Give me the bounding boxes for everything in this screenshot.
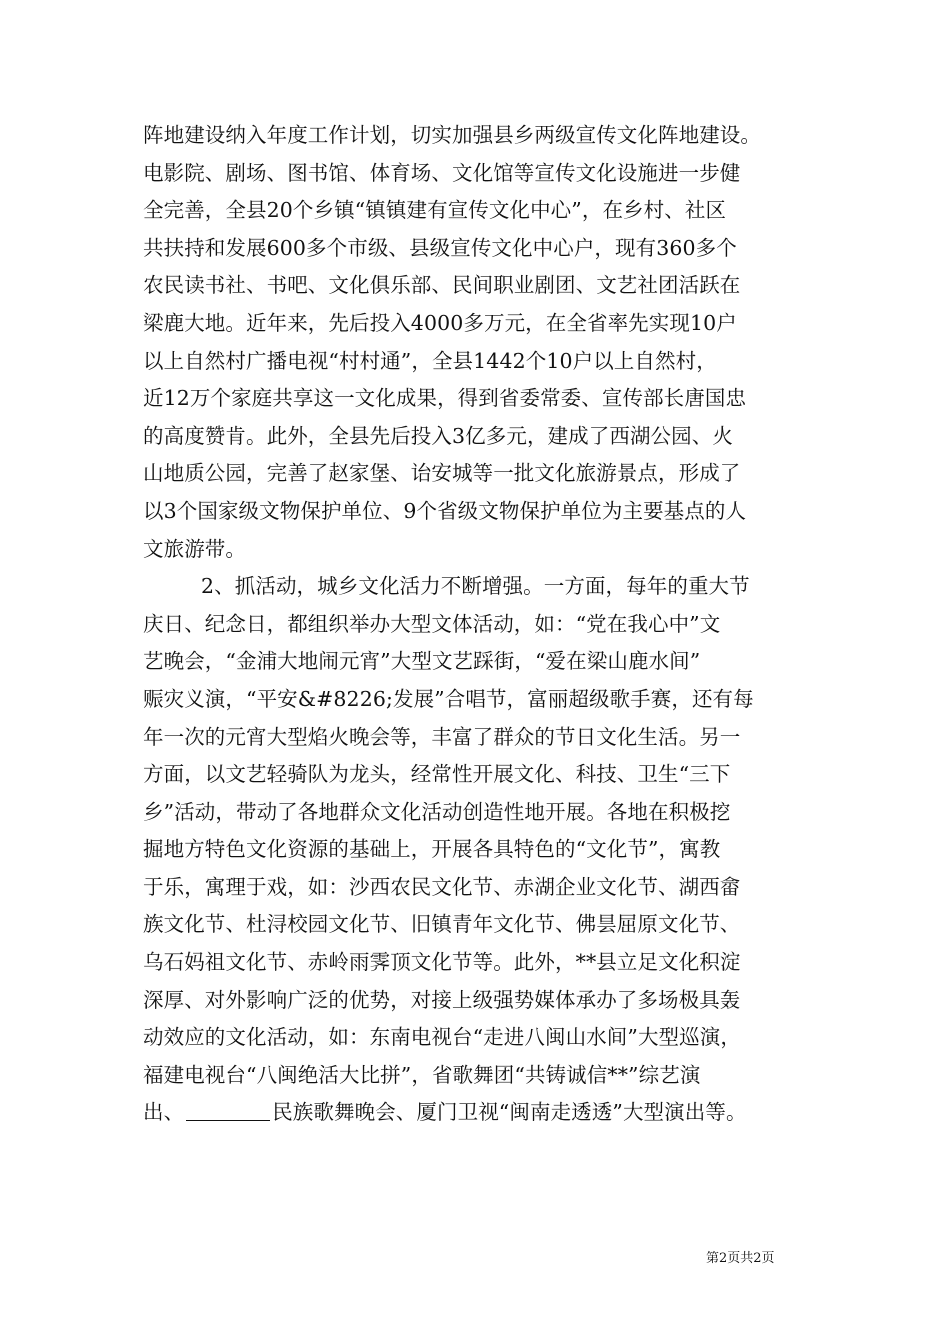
fill-in-blank bbox=[186, 1098, 270, 1121]
text-line: 农民读书社、书吧、文化俱乐部、民间职业剧团、文艺社团活跃在 bbox=[143, 273, 741, 298]
text-line: 共扶持和发展600多个市级、县级宣传文化中心户，现有360多个 bbox=[143, 235, 737, 260]
text-line: 梁鹿大地。近年来，先后投入4000多万元，在全省率先实现10户 bbox=[143, 310, 737, 335]
page-number: 第2页共2页 bbox=[706, 1251, 775, 1266]
text-line: 赈灾义演，“平安&#8226;发展”合唱节，富丽超级歌手赛，还有每 bbox=[143, 686, 754, 711]
text-line: 动效应的文化活动，如：东南电视台“走进八闽山水间”大型巡演， bbox=[143, 1025, 741, 1050]
text-line: 族文化节、杜浔校园文化节、旧镇青年文化节、佛昙屈原文化节、 bbox=[143, 912, 741, 937]
paragraph-start-line: 2、抓活动，城乡文化活力不断增强。一方面，每年的重大节 bbox=[201, 574, 750, 599]
last-line-start: 出、 bbox=[143, 1100, 185, 1125]
text-line: 艺晚会，“金浦大地闹元宵”大型文艺踩街，“爱在梁山鹿水间” bbox=[143, 649, 701, 674]
text-line: 乌石妈祖文化节、赤岭雨霁顶文化节等。此外，**县立足文化积淀 bbox=[143, 950, 741, 975]
text-line: 全完善，全县20个乡镇“镇镇建有宣传文化中心”，在乡村、社区 bbox=[143, 198, 727, 223]
text-line: 于乐，寓理于戏，如：沙西农民文化节、赤湖企业文化节、湖西畲 bbox=[143, 874, 741, 899]
text-line: 阵地建设纳入年度工作计划，切实加强县乡两级宣传文化阵地建设。 bbox=[143, 123, 761, 147]
text-line: 电影院、剧场、图书馆、体育场、文化馆等宣传文化设施进一步健 bbox=[143, 160, 741, 185]
text-line: 以3个国家级文物保护单位、9个省级文物保护单位为主要基点的人 bbox=[143, 498, 747, 523]
text-line: 文旅游带。 bbox=[143, 536, 246, 561]
text-line: 山地质公园，完善了赵家堡、诒安城等一批文化旅游景点，形成了 bbox=[143, 461, 741, 486]
text-line: 乡”活动，带动了各地群众文化活动创造性地开展。各地在积极挖 bbox=[143, 799, 731, 824]
text-line: 方面，以文艺轻骑队为龙头，经常性开展文化、科技、卫生“三下 bbox=[143, 762, 731, 787]
text-line: 掘地方特色文化资源的基础上，开展各具特色的“文化节”，寓教 bbox=[143, 837, 721, 862]
body-text bbox=[143, 117, 815, 1132]
text-line: 年一次的元宵大型焰火晚会等，丰富了群众的节日文化生活。另一 bbox=[143, 724, 741, 749]
text-line: 的高度赞肯。此外，全县先后投入3亿多元，建成了西湖公园、火 bbox=[143, 423, 733, 448]
text-line: 近12万个家庭共享这一文化成果，得到省委常委、宣传部长唐国忠 bbox=[143, 386, 747, 411]
text-line: 深厚、对外影响广泛的优势，对接上级强势媒体承办了多场极具轰 bbox=[143, 987, 741, 1012]
text-line-last bbox=[143, 1094, 815, 1132]
text-line: 庆日、纪念日，都组织举办大型文体活动，如：“党在我心中”文 bbox=[143, 611, 721, 636]
last-line-end: 民族歌舞晚会、厦门卫视“闽南走透透”大型演出等。 bbox=[272, 1100, 747, 1125]
text-line: 以上自然村广播电视“村村通”，全县1442个10户以上自然村， bbox=[143, 348, 717, 373]
text-line: 福建电视台“八闽绝活大比拼”，省歌舞团“共铸诚信**”综艺演 bbox=[143, 1062, 701, 1087]
